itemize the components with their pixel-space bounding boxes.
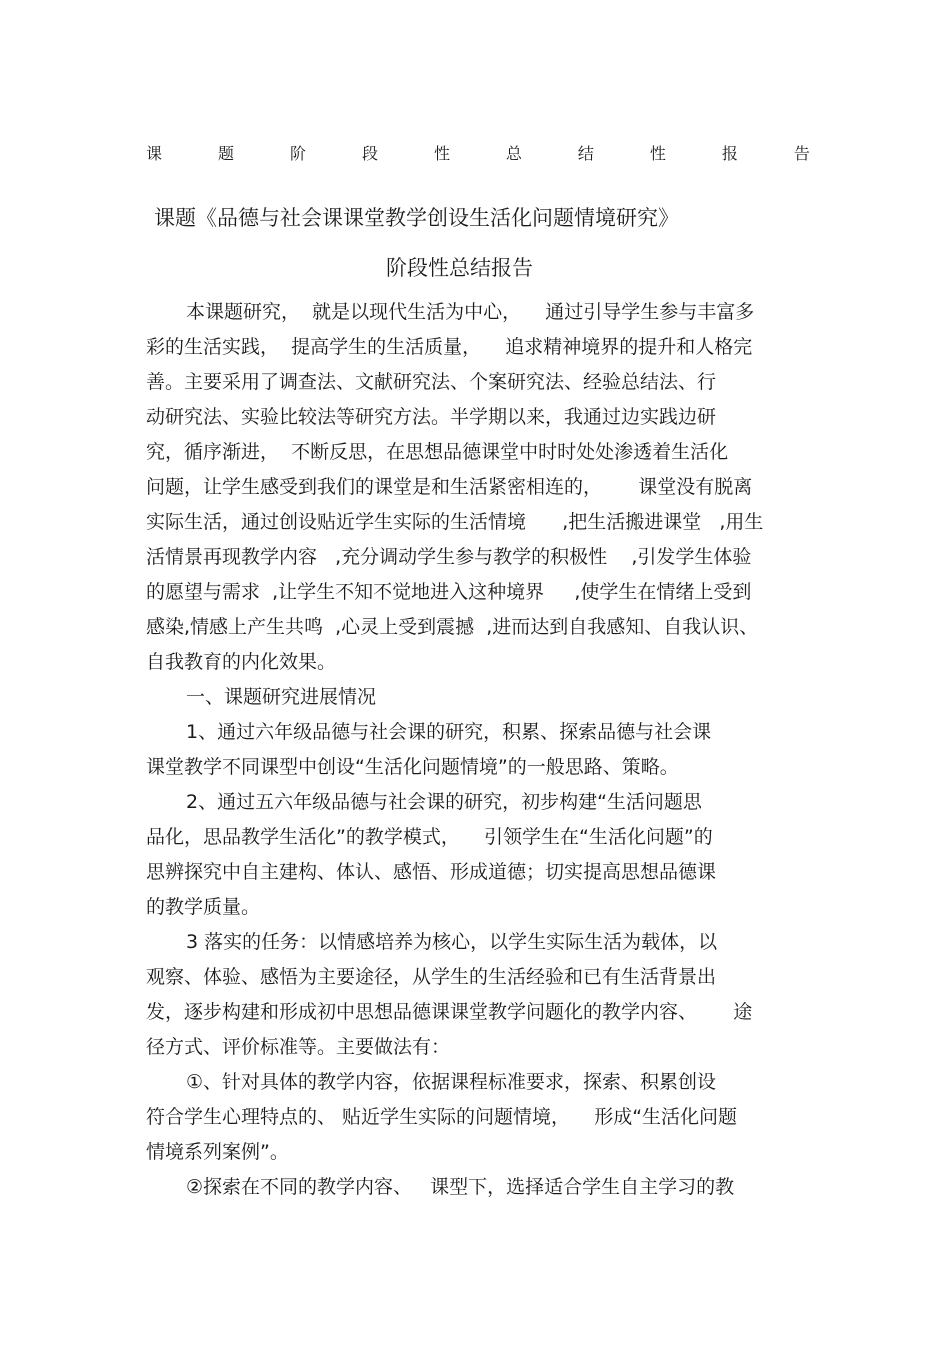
text-line: 发，逐步构建和形成初中思想品德课课堂教学问题化的教学内容、 途 — [146, 1001, 753, 1023]
text-line: ①、针对具体的教学内容，依据课程标准要求，探索、积累创设 — [186, 1071, 717, 1093]
text-line: 符合学生心理特点的、 贴近学生实际的问题情境， 形成“生活化问题 — [146, 1106, 738, 1128]
header-char: 段 — [361, 144, 378, 163]
text-line: 课堂教学不同课型中创设“生活化问题情境”的一般思路、策略。 — [146, 756, 679, 778]
text-line: 2、通过五六年级品德与社会课的研究，初步构建“生活问题思 — [186, 791, 702, 813]
header-char: 性 — [649, 144, 666, 163]
text-line: 品化，思品教学生活化”的教学模式， 引领学生在“生活化问题”的 — [146, 826, 713, 848]
header-char: 告 — [793, 144, 810, 163]
text-line: 的教学质量。 — [146, 896, 261, 918]
section-heading: 一、课题研究进展情况 — [186, 686, 377, 708]
text-line: 本课题研究， 就是以现代生活为中心， 通过引导学生参与丰富多 — [186, 301, 755, 323]
text-line: 径方式、评价标准等。主要做法有： — [146, 1036, 451, 1058]
text-line: 善。主要采用了调查法、文献研究法、个案研究法、经验总结法、行 — [146, 371, 717, 393]
text-line: 动研究法、实验比较法等研究方法。半学期以来，我通过边实践边研 — [146, 406, 717, 428]
text-line: 彩的生活实践， 提高学生的生活质量， 追求精神境界的提升和人格完 — [146, 336, 753, 358]
header-char: 总 — [505, 144, 522, 163]
text-line: 究，循序渐进， 不断反思，在思想品德课堂中时时处处渗透着生活化 — [146, 441, 729, 463]
text-line: 问题，让学生感受到我们的课堂是和生活紧密相连的， 课堂没有脱离 — [146, 476, 753, 498]
text-line: 活情景再现教学内容 ,充分调动学生参与教学的积极性 ,引发学生体验 — [146, 546, 752, 568]
header-char: 报 — [721, 144, 738, 163]
text-line: 1、通过六年级品德与社会课的研究，积累、探索品德与社会课 — [186, 721, 712, 743]
header-char: 题 — [217, 144, 234, 163]
spaced-header — [146, 142, 810, 166]
header-char: 性 — [433, 144, 450, 163]
text-line: 自我教育的内化效果。 — [146, 651, 337, 673]
header-char: 结 — [577, 144, 594, 163]
text-line: ②探索在不同的教学内容、 课型下，选择适合学生自主学习的教 — [186, 1176, 735, 1198]
report-subtitle: 阶段性总结报告 — [386, 256, 533, 280]
text-line: 感染,情感上产生共鸣 ,心灵上受到震撼 ,进而达到自我感知、自我认识、 — [146, 616, 759, 638]
text-line: 3 落实的任务：以情感培养为核心，以学生实际生活为载体，以 — [186, 931, 718, 953]
header-char: 课 — [146, 144, 163, 163]
text-line: 思辨探究中自主建构、体认、感悟、形成道德；切实提高思想品德课 — [146, 861, 717, 883]
text-line: 实际生活，通过创设贴近学生实际的生活情境 ,把生活搬进课堂 ,用生 — [146, 511, 764, 533]
report-title: 课题《品德与社会课课堂教学创设生活化问题情境研究》 — [154, 206, 679, 230]
text-line: 观察、体验、感悟为主要途径，从学生的生活经验和已有生活背景出 — [146, 966, 717, 988]
text-line: 的愿望与需求 ,让学生不知不觉地进入这种境界 ,使学生在情绪上受到 — [146, 581, 752, 603]
text-line: 情境系列案例”。 — [146, 1141, 289, 1163]
header-char: 阶 — [289, 144, 306, 163]
